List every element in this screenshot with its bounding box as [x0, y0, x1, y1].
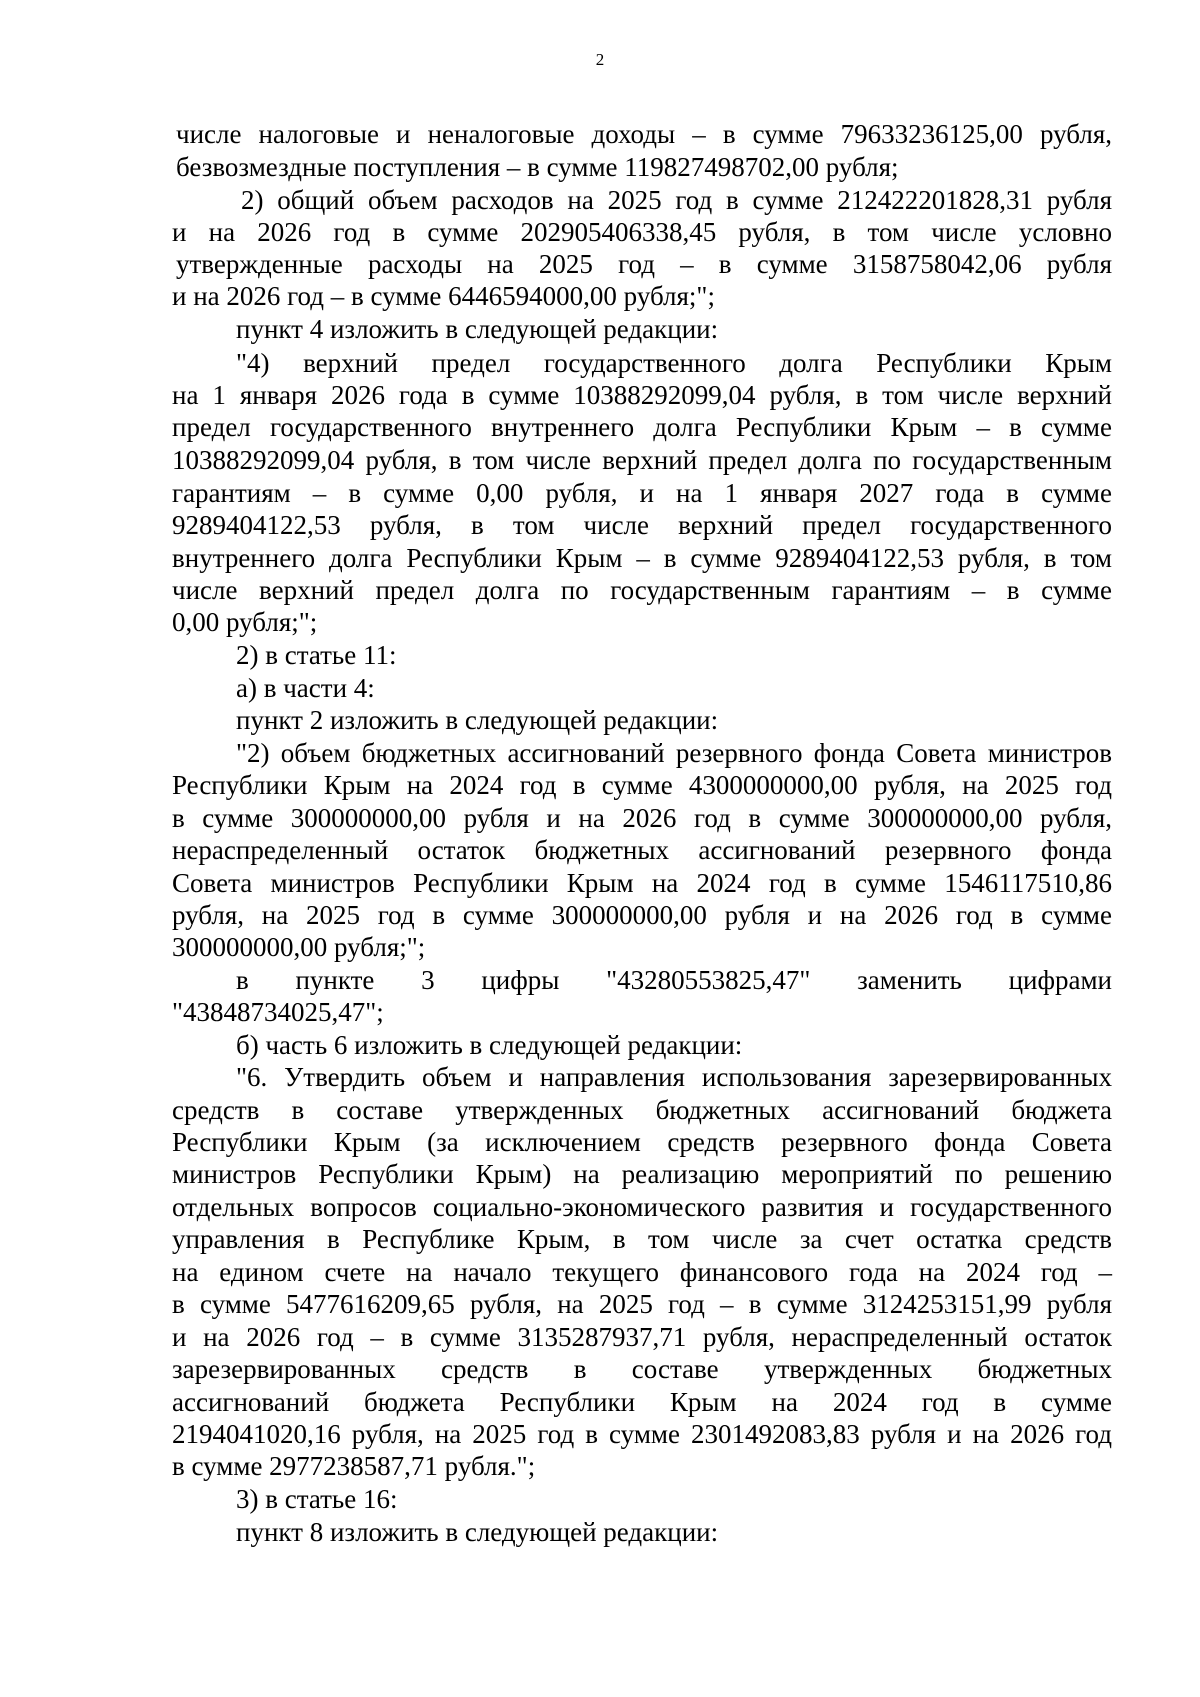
- text-line: в сумме 2977238587,71 рубля.";: [172, 1451, 536, 1481]
- text-line: "2) объем бюджетных ассигнований резервного фонда Совета министров: [236, 738, 1112, 768]
- text-line: Республики Крым (за исключением средств резервного фонда Совета: [172, 1127, 1112, 1157]
- text-line: и на 2026 год – в сумме 6446594000,00 рубля;";: [172, 281, 715, 311]
- text-line: в сумме 300000000,00 рубля и на 2026 год в сумме 300000000,00 рубля,: [172, 803, 1112, 833]
- text-line: 9289404122,53 рубля, в том числе верхний предел государственного: [172, 510, 1112, 540]
- text-line: рубля, на 2025 год в сумме 300000000,00 рубля и на 2026 год в сумме: [172, 900, 1112, 930]
- text-line: и на 2026 год в сумме 202905406338,45 рубля, в том числе условно: [172, 217, 1112, 247]
- text-line: Республики Крым на 2024 год в сумме 4300000000,00 рубля, на 2025 год: [172, 770, 1112, 800]
- text-line: 2194041020,16 рубля, на 2025 год в сумме 2301492083,83 рубля и на 2026 год: [172, 1419, 1112, 1449]
- text-line: министров Республики Крым) на реализацию мероприятий по решению: [172, 1159, 1112, 1189]
- text-line: нераспределенный остаток бюджетных ассигнований резервного фонда: [172, 835, 1112, 865]
- text-line: в сумме 5477616209,65 рубля, на 2025 год – в сумме 3124253151,99 рубля: [172, 1289, 1112, 1319]
- text-line: "43848734025,47";: [172, 997, 384, 1027]
- text-line: управления в Республике Крым, в том числе за счет остатка средств: [172, 1224, 1112, 1254]
- text-line: 10388292099,04 рубля, в том числе верхний предел долга по государственным: [172, 445, 1112, 475]
- text-line: числе верхний предел долга по государственным гарантиям – в сумме: [172, 575, 1112, 605]
- text-line: безвозмездные поступления – в сумме 119827498702,00 рубля;: [176, 152, 899, 182]
- text-line: утвержденные расходы на 2025 год – в сумме 3158758042,06 рубля: [176, 249, 1112, 279]
- text-line: средств в составе утвержденных бюджетных ассигнований бюджета: [172, 1095, 1112, 1125]
- text-line: "6. Утвердить объем и направления использования зарезервированных: [236, 1062, 1112, 1092]
- text-line: на едином счете на начало текущего финансового года на 2024 год –: [172, 1257, 1112, 1287]
- text-line: предел государственного внутреннего долга Республики Крым – в сумме: [172, 412, 1112, 442]
- text-line: 2) в статье 11:: [236, 640, 397, 670]
- text-line: числе налоговые и неналоговые доходы – в сумме 79633236125,00 рубля,: [176, 119, 1112, 149]
- text-line: ассигнований бюджета Республики Крым на 2024 год в сумме: [172, 1387, 1112, 1417]
- text-line: в пункте 3 цифры "43280553825,47" заменить цифрами: [236, 965, 1112, 995]
- text-line: на 1 января 2026 года в сумме 10388292099,04 рубля, в том числе верхний: [172, 380, 1112, 410]
- text-line: гарантиям – в сумме 0,00 рубля, и на 1 января 2027 года в сумме: [172, 478, 1112, 508]
- text-line: "4) верхний предел государственного долга Республики Крым: [236, 348, 1112, 378]
- text-line: пункт 4 изложить в следующей редакции:: [236, 314, 719, 344]
- text-line: отдельных вопросов социально-экономического развития и государственного: [172, 1192, 1112, 1222]
- text-line: Совета министров Республики Крым на 2024 год в сумме 1546117510,86: [172, 868, 1112, 898]
- text-line: пункт 8 изложить в следующей редакции:: [236, 1517, 719, 1547]
- page-number: 2: [595, 50, 605, 69]
- text-line: пункт 2 изложить в следующей редакции:: [236, 705, 719, 735]
- text-line: 2) общий объем расходов на 2025 год в сумме 212422201828,31 рубля: [241, 185, 1112, 215]
- text-line: 3) в статье 16:: [236, 1484, 398, 1514]
- text-line: а) в части 4:: [236, 673, 375, 703]
- text-line: 300000000,00 рубля;";: [172, 932, 426, 962]
- text-line: зарезервированных средств в составе утвержденных бюджетных: [172, 1354, 1112, 1384]
- text-line: б) часть 6 изложить в следующей редакции:: [236, 1030, 743, 1060]
- text-line: 0,00 рубля;";: [172, 607, 318, 637]
- text-line: внутреннего долга Республики Крым – в сумме 9289404122,53 рубля, в том: [172, 543, 1112, 573]
- text-line: и на 2026 год – в сумме 3135287937,71 рубля, нераспределенный остаток: [172, 1322, 1112, 1352]
